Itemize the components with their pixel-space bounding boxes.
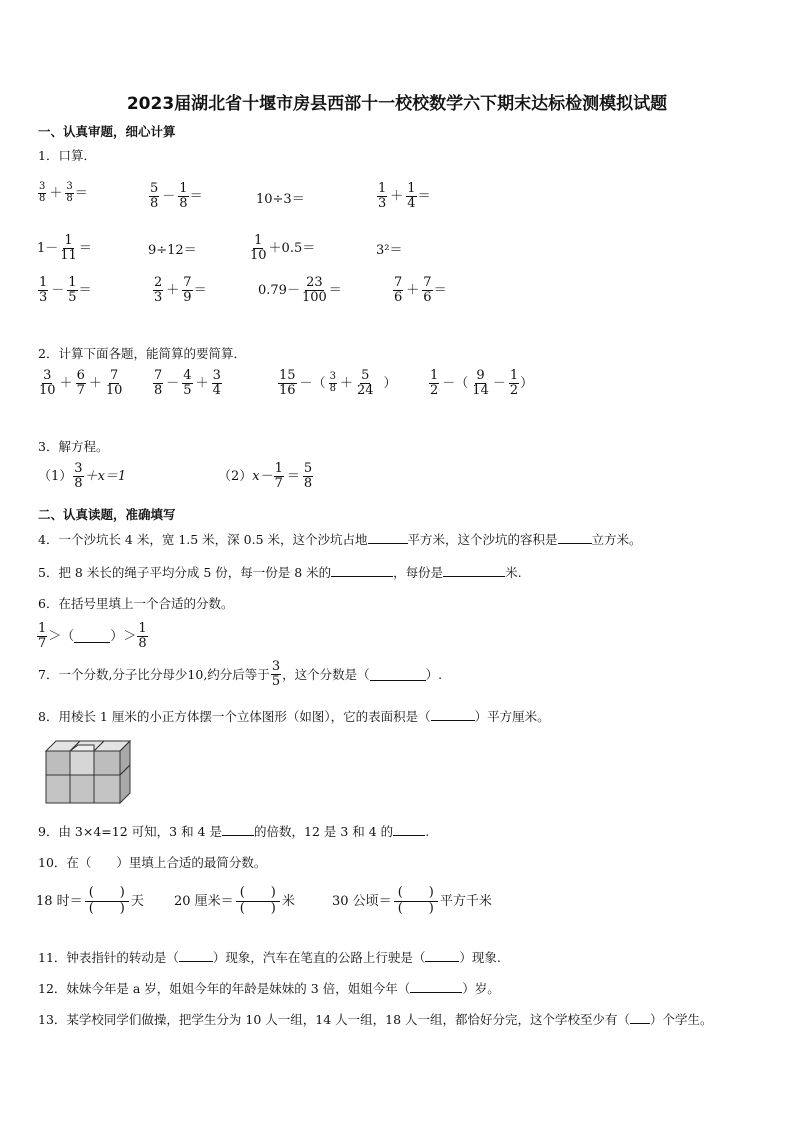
fraction-fill-a: 18 时＝ ( ) ( ) 天 xyxy=(36,885,144,916)
fraction: $\frac{1}{2}$ xyxy=(430,368,439,398)
answer-fraction-box[interactable]: ( ) ( ) xyxy=(236,886,280,917)
answer-blank[interactable] xyxy=(558,531,592,544)
fraction-compare: $\frac{1}{7}$ ＞（ ）＞ $\frac{1}{8}$ xyxy=(38,621,147,651)
fraction: $\frac{3}{10}$ xyxy=(39,368,56,398)
question-6: 6．在括号里填上一个合适的分数。 xyxy=(38,596,234,611)
question-13: 13．某学校同学们做操，把学生分为 10 人一组，14 人一组，18 人一组，都恰好分完，这个学校至少有（ ）个学生。 xyxy=(38,1012,713,1027)
answer-blank[interactable] xyxy=(431,708,475,721)
fraction: $\frac{7}{6}$ xyxy=(394,275,403,305)
fraction: $\frac{3}{4}$ xyxy=(212,368,221,398)
section-heading-2: 二、认真读题，准确填写 xyxy=(38,507,176,522)
question-9: 9．由 3×4=12 可知，3 和 4 是 的倍数，12 是 3 和 4 的 . xyxy=(38,824,430,839)
answer-blank[interactable] xyxy=(410,980,462,993)
question-1: 1．口算． xyxy=(38,148,96,163)
fraction: $\frac{1}{2}$ xyxy=(509,368,519,398)
answer-blank[interactable] xyxy=(74,630,110,643)
oral-calc-j: $\frac{2}{3}$ ＋ $\frac{7}{9}$ ＝ xyxy=(154,275,207,305)
fraction: $\frac{4}{5}$ xyxy=(183,368,192,398)
equation-1: （1） $\frac{3}{8}$ ＋x＝1 xyxy=(38,461,127,491)
answer-fraction-box[interactable]: ( ) ( ) xyxy=(85,886,129,917)
answer-blank[interactable] xyxy=(443,564,505,577)
answer-fraction-box[interactable]: ( ) ( ) xyxy=(394,886,438,917)
fraction: $\frac{2}{3}$ xyxy=(154,275,163,305)
fraction: $\frac{3}{8}$ xyxy=(329,371,336,394)
answer-blank[interactable] xyxy=(222,823,254,836)
question-11: 11．钟表指针的转动是（ ）现象，汽车在笔直的公路上行驶是（ ）现象. xyxy=(38,950,501,965)
answer-blank[interactable] xyxy=(179,949,213,962)
page-title: 2023届湖北省十堰市房县西部十一校校数学六下期末达标检测模拟试题 xyxy=(126,94,668,114)
oral-calc-g: $\frac{1}{10}$ ＋0.5＝ xyxy=(250,233,316,263)
calc-2b: $\frac{7}{8}$ － $\frac{4}{5}$ ＋ $\frac{3}{4}$ xyxy=(154,368,221,398)
calc-2a: $\frac{3}{10}$ ＋ $\frac{6}{7}$ ＋ $\frac{7}{10}$ xyxy=(39,368,123,398)
fraction: $\frac{9}{14}$ xyxy=(472,368,489,398)
fraction: $\frac{1}{3}$ xyxy=(378,181,387,211)
calc-2d: $\frac{1}{2}$ －（ $\frac{9}{14}$ － $\frac{1}{2}$ ） xyxy=(430,368,534,398)
oral-calc-e: 1－ $\frac{1}{11}$ ＝ xyxy=(37,233,92,263)
fraction: $\frac{1}{11}$ xyxy=(60,233,77,263)
fraction: $\frac{15}{16}$ xyxy=(279,368,296,398)
answer-blank[interactable] xyxy=(368,531,408,544)
section-heading-1: 一、认真审题，细心计算 xyxy=(38,124,176,139)
fraction: $\frac{5}{24}$ xyxy=(356,368,374,398)
fraction: $\frac{1}{7}$ xyxy=(274,461,283,491)
fraction: $\frac{5}{8}$ xyxy=(150,181,159,211)
fraction: $\frac{1}{8}$ xyxy=(179,181,188,211)
equation-2: （2） x－ $\frac{1}{7}$ ＝ $\frac{5}{8}$ xyxy=(218,461,313,491)
fraction: $\frac{1}{7}$ xyxy=(38,621,47,651)
fraction: $\frac{3}{8}$ xyxy=(39,181,46,204)
fraction: $\frac{1}{4}$ xyxy=(407,181,416,211)
question-3: 3．解方程。 xyxy=(38,439,109,454)
answer-blank[interactable] xyxy=(331,564,393,577)
question-8: 8．用棱长 1 厘米的小正方体摆一个立体图形（如图），它的表面积是（ ）平方厘米。 xyxy=(38,709,550,724)
question-12: 12．妹妹今年是 a 岁，姐姐今年的年龄是妹妹的 3 倍，姐姐今年（ ）岁。 xyxy=(38,981,500,996)
fraction: $\frac{3}{5}$ xyxy=(271,659,281,689)
question-5: 5．把 8 米长的绳子平均分成 5 份，每一份是 8 米的 ，每份是 米. xyxy=(38,565,522,580)
answer-blank[interactable] xyxy=(630,1011,650,1024)
fraction: $\frac{1}{8}$ xyxy=(138,621,147,651)
fraction: $\frac{1}{5}$ xyxy=(68,275,77,305)
cube-stack-figure xyxy=(42,735,134,807)
question-4: 4．一个沙坑长 4 米，宽 1.5 米，深 0.5 米，这个沙坑占地 平方米，这个沙坑的容积是 立方米。 xyxy=(38,532,642,547)
fraction: $\frac{3}{8}$ xyxy=(74,461,83,491)
oral-calc-f: 9÷12＝ xyxy=(148,243,197,258)
oral-calc-b: $\frac{5}{8}$ － $\frac{1}{8}$ ＝ xyxy=(150,181,203,211)
oral-calc-k: 0.79－ $\frac{23}{100}$ ＝ xyxy=(258,275,342,305)
oral-calc-h: 3²＝ xyxy=(376,243,403,258)
oral-calc-a: $\frac{3}{8}$ ＋ $\frac{3}{8}$ ＝ xyxy=(39,181,88,204)
oral-calc-l: $\frac{7}{6}$ ＋ $\frac{7}{6}$ ＝ xyxy=(394,275,447,305)
question-2: 2．计算下面各题，能简算的要简算． xyxy=(38,346,246,361)
question-7: 7．一个分数,分子比分母少10,约分后等于 $\frac{3}{5}$ ，这个分数是（ ）. xyxy=(38,659,443,689)
fraction: $\frac{7}{9}$ xyxy=(183,275,192,305)
oral-calc-c: 10÷3＝ xyxy=(256,192,305,207)
oral-calc-d: $\frac{1}{3}$ ＋ $\frac{1}{4}$ ＝ xyxy=(378,181,431,211)
fraction: $\frac{1}{3}$ xyxy=(39,275,48,305)
fraction: $\frac{7}{8}$ xyxy=(154,368,163,398)
answer-blank[interactable] xyxy=(370,668,426,681)
fraction: $\frac{7}{6}$ xyxy=(423,275,432,305)
fraction-fill-b: 20 厘米＝ ( ) ( ) 米 xyxy=(174,885,295,916)
fraction: $\frac{5}{8}$ xyxy=(303,461,313,491)
fraction-fill-c: 30 公顷＝ ( ) ( ) 平方千米 xyxy=(332,885,492,916)
fraction: $\frac{3}{8}$ xyxy=(66,181,73,204)
fraction: $\frac{1}{10}$ xyxy=(250,233,267,263)
oral-calc-i: $\frac{1}{3}$ － $\frac{1}{5}$ ＝ xyxy=(39,275,92,305)
fraction: $\frac{6}{7}$ xyxy=(76,368,85,398)
fraction: $\frac{23}{100}$ xyxy=(301,275,327,305)
answer-blank[interactable] xyxy=(425,949,459,962)
answer-blank[interactable] xyxy=(393,823,425,836)
question-10: 10．在（ ）里填上合适的最简分数。 xyxy=(38,855,267,870)
fraction: $\frac{7}{10}$ xyxy=(105,368,123,398)
calc-2c: $\frac{15}{16}$ －（ $\frac{3}{8}$ ＋ $\frac{5}{24}$ ） xyxy=(279,368,397,398)
